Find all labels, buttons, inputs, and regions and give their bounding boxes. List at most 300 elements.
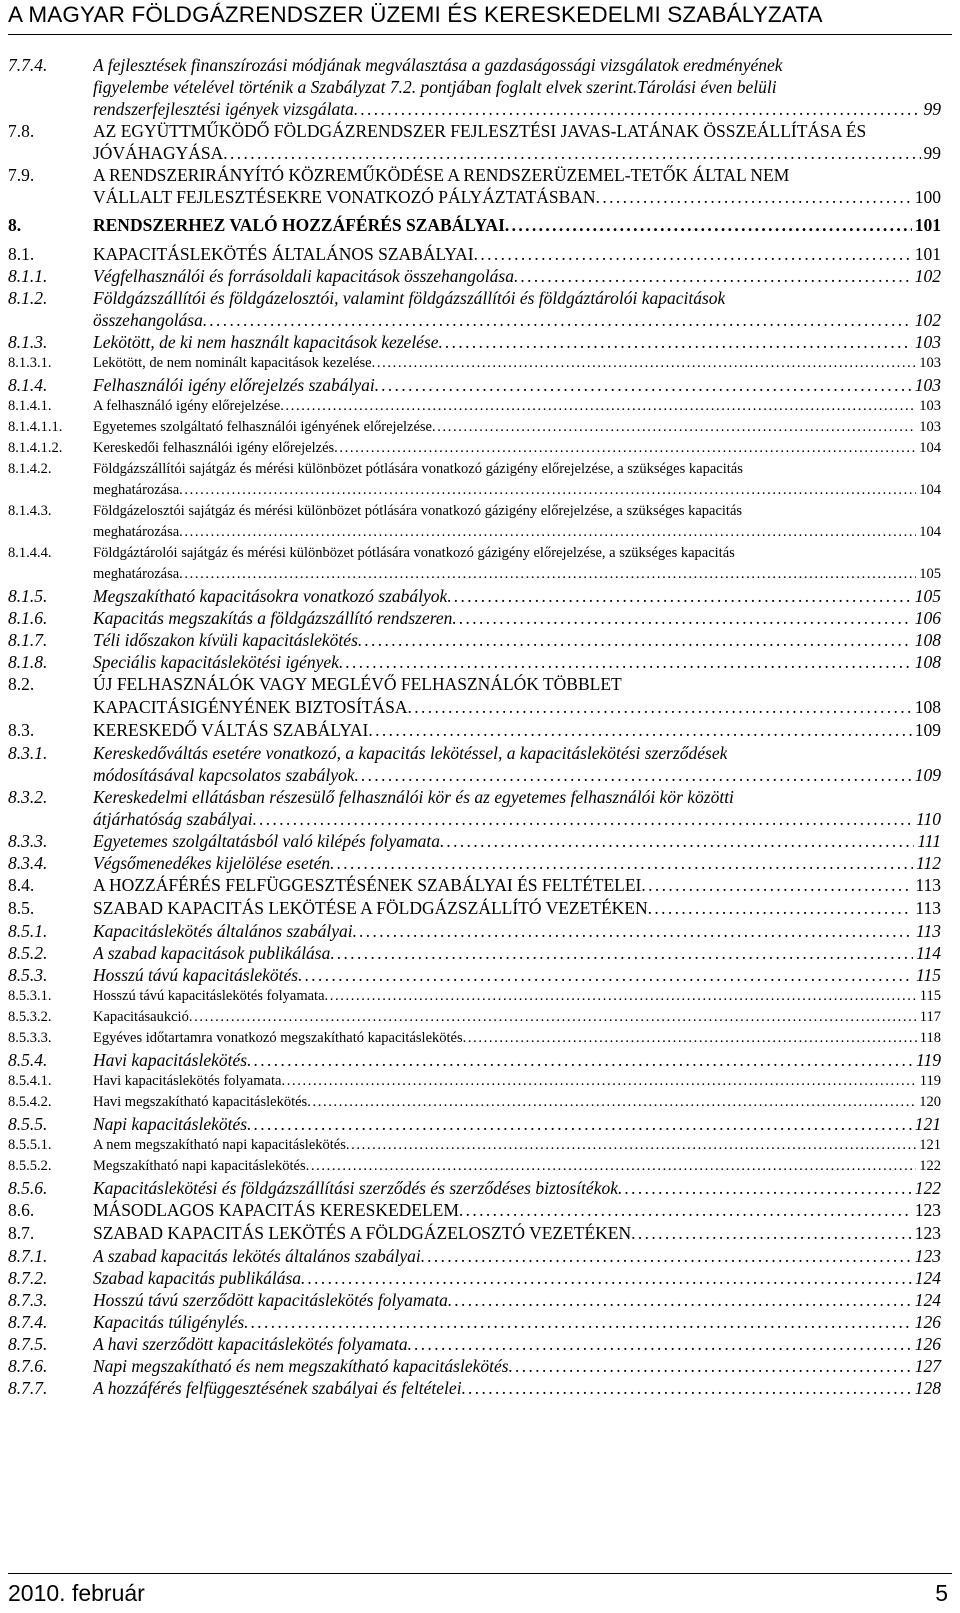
toc-entry[interactable] — [8, 1377, 941, 1399]
toc-dot-leader — [448, 1289, 912, 1311]
toc-dot-leader — [463, 1028, 917, 1049]
toc-entry-title: A nem megszakítható napi kapacitáslekötés — [93, 1137, 346, 1153]
toc-entry-body — [93, 1177, 941, 1199]
toc-dot-leader — [474, 243, 912, 265]
toc-dot-leader — [462, 1377, 912, 1399]
toc-entry-title: KAPACITÁSIGÉNYÉNEK BIZTOSÍTÁSA — [93, 697, 408, 717]
toc-entry-number: 8.1.4.2. — [8, 461, 52, 477]
toc-entry[interactable] — [8, 1049, 941, 1071]
toc-entry[interactable] — [8, 1113, 941, 1135]
toc-entry-title: Napi kapacitáslekötés — [93, 1114, 248, 1134]
toc-entry[interactable] — [8, 1355, 941, 1377]
toc-page-number: 123 — [914, 1246, 941, 1266]
toc-entry-title: RENDSZERHEZ VALÓ HOZZÁFÉRÉS SZABÁLYAI — [93, 215, 505, 235]
toc-entry[interactable] — [8, 874, 941, 897]
toc-entry-title: Lekötött, de nem nominált kapacitások kezelése — [93, 355, 372, 371]
toc-dot-leader — [189, 1007, 917, 1028]
toc-entry-body — [93, 585, 941, 607]
toc-entry-number: 8.1.3.1. — [8, 355, 52, 371]
toc-dot-leader — [330, 852, 913, 874]
toc-page-number: 108 — [914, 652, 941, 672]
footer-page-number: 5 — [935, 1580, 948, 1606]
toc-entry-body — [93, 265, 941, 287]
toc-dot-leader — [346, 1135, 916, 1156]
toc-entry-title: SZABAD KAPACITÁS LEKÖTÉS A FÖLDGÁZELOSZTÓ VEZETÉKEN — [93, 1223, 632, 1243]
toc-entry-number: 8.5.1. — [8, 921, 48, 941]
toc-entry-body — [93, 1007, 941, 1028]
toc-entry-number: 8.1.5. — [8, 586, 48, 606]
toc-entry-number: 8.1.1. — [8, 266, 48, 286]
toc-dot-leader — [452, 607, 911, 629]
toc-entry-title: MÁSODLAGOS KAPACITÁS KERESKEDELEM — [93, 1200, 459, 1220]
toc-dot-leader — [596, 186, 912, 208]
toc-entry-body — [93, 374, 941, 396]
toc-page-number: 104 — [919, 524, 941, 540]
toc-entry-title: Kereskedőváltás esetére vonatkozó, a kapacitás lekötéssel, a kapacitáslekötési szerződések — [93, 743, 728, 763]
toc-entry-title: VÁLLALT FEJLESZTÉSEKRE VONATKOZÓ PÁLYÁZTATÁSBAN — [93, 187, 596, 207]
toc-entry[interactable] — [8, 1222, 941, 1245]
toc-page-number: 113 — [915, 898, 941, 918]
toc-entry-number: 8.5.4. — [8, 1050, 48, 1070]
toc-entry[interactable] — [8, 1135, 941, 1156]
toc-entry[interactable] — [8, 396, 941, 417]
toc-dot-leader — [247, 1113, 912, 1135]
toc-entry-title: meghatározása — [93, 482, 180, 498]
toc-page-number: 105 — [914, 586, 941, 606]
toc-page-number: 104 — [919, 482, 941, 498]
toc-entry-number: 8. — [8, 215, 22, 235]
toc-entry[interactable] — [8, 214, 941, 237]
toc-entry-title: Szabad kapacitás publikálása — [93, 1268, 302, 1288]
toc-entry[interactable] — [8, 673, 941, 719]
toc-entry-body — [93, 1199, 941, 1222]
toc-entry-number: 8.1.8. — [8, 652, 48, 672]
toc-dot-leader — [447, 585, 911, 607]
toc-entry-title: Végfelhasználói és forrásoldali kapacitások összehangolása — [93, 266, 514, 286]
toc-entry-title: A fejlesztések finanszírozási módjának megválasztása a gazdaságossági vizsgálatok eredményének — [93, 55, 783, 75]
toc-entry-title: figyelembe vételével történik a Szabályzat 7.2. pontjában foglalt elvek szerint.Tárolási éven belüli — [93, 77, 777, 97]
toc-entry[interactable] — [8, 1092, 941, 1113]
toc-dot-leader — [179, 522, 916, 543]
toc-dot-leader — [354, 98, 921, 120]
toc-page-number: 99 — [923, 99, 941, 119]
toc-entry-title: Hosszú távú szerződött kapacitáslekötés folyamata — [93, 1290, 448, 1310]
toc-dot-leader — [358, 629, 912, 651]
toc-entry-body — [93, 742, 941, 786]
toc-entry-title: Egyéves időtartamra vonatkozó megszakítható kapacitáslekötés — [93, 1030, 463, 1046]
toc-entry-number: 8.1.4.3. — [8, 503, 52, 519]
toc-entry-number: 8.3.1. — [8, 743, 48, 763]
toc-entry[interactable] — [8, 607, 941, 629]
toc-dot-leader — [509, 1355, 912, 1377]
toc-entry-number: 8.3.3. — [8, 831, 48, 851]
toc-entry-body — [93, 1289, 941, 1311]
toc-entry-number: 8.7.5. — [8, 1334, 48, 1354]
toc-entry-body — [93, 1355, 941, 1377]
toc-page-number: 108 — [914, 630, 941, 650]
toc-entry-title: összehangolása — [93, 310, 203, 330]
toc-entry-body — [93, 501, 941, 543]
toc-entry-title: A hozzáférés felfüggesztésének szabályai és feltételei — [93, 1378, 462, 1398]
toc-entry-body — [93, 164, 941, 208]
toc-entry-number: 8.5.3.1. — [8, 988, 52, 1004]
toc-dot-leader — [203, 309, 912, 331]
toc-entry-number: 8.1.3. — [8, 332, 48, 352]
toc-entry-number: 8.5.2. — [8, 943, 48, 963]
toc-dot-leader — [408, 696, 912, 719]
toc-entry-body — [93, 607, 941, 629]
toc-entry-number: 8.5.3. — [8, 965, 48, 985]
toc-entry[interactable] — [8, 852, 941, 874]
toc-entry-title: Kapacitás megszakítás a földgázszállító rendszeren — [93, 608, 453, 628]
toc-entry[interactable] — [8, 543, 941, 585]
toc-entry-title: Havi kapacitáslekötés — [93, 1050, 248, 1070]
toc-entry-number: 8.1.4.4. — [8, 545, 52, 561]
toc-entry[interactable] — [8, 719, 941, 742]
toc-page-number: 103 — [919, 419, 941, 435]
toc-dot-leader — [641, 874, 912, 897]
toc-dot-leader — [355, 764, 912, 786]
toc-page-number: 102 — [914, 310, 941, 330]
footer-rule — [8, 1573, 952, 1574]
toc-page-number: 105 — [919, 566, 941, 582]
toc-dot-leader — [325, 986, 917, 1007]
toc-entry-number: 8.1.7. — [8, 630, 48, 650]
toc-entry-number: 8.3. — [8, 720, 35, 740]
toc-page-number: 113 — [915, 875, 941, 895]
toc-entry-number: 8.1.2. — [8, 288, 48, 308]
toc-entry-body — [93, 1092, 941, 1113]
toc-entry-title: Napi megszakítható és nem megszakítható kapacitáslekötés — [93, 1356, 509, 1376]
header-rule — [8, 34, 952, 35]
toc-entry-body — [93, 1245, 941, 1267]
toc-entry-title: átjárhatóság szabályai — [93, 809, 253, 829]
toc-entry-body — [93, 1311, 941, 1333]
toc-page-number: 100 — [914, 187, 941, 207]
toc-page-number: 103 — [914, 375, 941, 395]
toc-entry-number: 8.5.5.2. — [8, 1158, 52, 1174]
toc-page-number: 101 — [914, 244, 941, 264]
toc-entry-body — [93, 1267, 941, 1289]
toc-page-number: 122 — [919, 1158, 941, 1174]
toc-page-number: 99 — [923, 143, 941, 163]
toc-entry-body — [93, 459, 941, 501]
toc-entry[interactable] — [8, 1028, 941, 1049]
toc-entry-body — [93, 719, 941, 742]
toc-entry-body — [93, 920, 941, 942]
toc-entry-number: 8.5.4.1. — [8, 1073, 52, 1089]
toc-dot-leader — [253, 808, 913, 830]
toc-entry-body — [93, 438, 941, 459]
toc-entry-number: 8.5.3.2. — [8, 1009, 52, 1025]
toc-entry-number: 8.7.4. — [8, 1312, 48, 1332]
toc-entry-title: Kapacitás túligénylés — [93, 1312, 245, 1332]
toc-entry[interactable] — [8, 1311, 941, 1333]
toc-entry-title: Földgázelosztói sajátgáz és mérési különbözet pótlására vonatkozó gázigény előrejelzése, a szükséges kapacitás — [93, 503, 743, 519]
toc-page-number: 104 — [919, 440, 941, 456]
toc-entry-number: 8.1.6. — [8, 608, 48, 628]
toc-entry[interactable] — [8, 164, 941, 208]
toc-entry-body — [93, 673, 941, 719]
toc-entry[interactable] — [8, 629, 941, 651]
toc-entry-title: A HOZZÁFÉRÉS FELFÜGGESZTÉSÉNEK SZABÁLYAI ÉS FELTÉTELEI — [93, 875, 642, 895]
toc-entry[interactable] — [8, 501, 941, 543]
toc-entry-number: 8.7.6. — [8, 1356, 48, 1376]
toc-entry-number: 8.7.1. — [8, 1246, 48, 1266]
toc-entry-body — [93, 1071, 941, 1092]
toc-entry-body — [93, 1156, 941, 1177]
toc-entry-title: JÓVÁHAGYÁSA — [93, 143, 224, 163]
footer-date: 2010. február — [8, 1580, 145, 1606]
toc-entry-body — [93, 54, 941, 120]
toc-entry[interactable] — [8, 786, 941, 830]
toc-entry[interactable] — [8, 331, 941, 353]
toc-page-number: 118 — [919, 1030, 941, 1046]
toc-entry-body — [93, 1049, 941, 1071]
toc-entry-title: A szabad kapacitás lekötés általános szabályai — [93, 1246, 421, 1266]
toc-entry[interactable] — [8, 353, 941, 374]
toc-entry-title: meghatározása — [93, 524, 180, 540]
toc-entry-body — [93, 396, 941, 417]
toc-page-number: 108 — [914, 697, 941, 717]
toc-entry-title: Földgázszállítói sajátgáz és mérési különbözet pótlására vonatkozó gázigény előrejelzése, a szükséges kapacitás — [93, 461, 743, 477]
toc-entry-body — [93, 830, 941, 852]
toc-dot-leader — [306, 1156, 917, 1177]
toc-entry-body — [93, 942, 941, 964]
toc-entry-number: 8.3.2. — [8, 787, 48, 807]
toc-dot-leader — [440, 830, 914, 852]
toc-entry[interactable] — [8, 1199, 941, 1222]
toc-entry-title: Kapacitáslekötési és földgázszállítási szerződés és szerződéses biztosítékok — [93, 1178, 618, 1198]
toc-entry-body — [93, 874, 941, 897]
toc-entry[interactable] — [8, 651, 941, 673]
toc-page-number: 115 — [916, 965, 941, 985]
toc-page-number: 109 — [914, 765, 941, 785]
toc-entry-title: A szabad kapacitások publikálása — [93, 943, 331, 963]
toc-dot-leader — [179, 564, 916, 585]
toc-page-number: 127 — [914, 1356, 941, 1376]
toc-entry-title: Felhasználói igény előrejelzés szabályai — [93, 375, 375, 395]
toc-entry-title: ÚJ FELHASZNÁLÓK VAGY MEGLÉVŐ FELHASZNÁLÓK TÖBBLET — [93, 674, 622, 694]
toc-entry-number: 8.5.4.2. — [8, 1094, 52, 1110]
toc-page-number: 109 — [914, 720, 941, 740]
toc-entry-number: 8.1.4.1.2. — [8, 440, 63, 456]
toc-dot-leader — [244, 1311, 912, 1333]
toc-entry-body — [93, 243, 941, 265]
toc-entry-title: Hosszú távú kapacitáslekötés — [93, 965, 299, 985]
toc-entry-title: meghatározása — [93, 566, 180, 582]
toc-dot-leader — [648, 897, 913, 920]
toc-entry[interactable] — [8, 1267, 941, 1289]
toc-entry-body — [93, 417, 941, 438]
toc-dot-leader — [247, 1049, 913, 1071]
toc-entry[interactable] — [8, 1245, 941, 1267]
toc-entry-number: 8.3.4. — [8, 853, 48, 873]
toc-page-number: 124 — [914, 1268, 941, 1288]
toc-entry-title: Végsőmenedékes kijelölése esetén — [93, 853, 331, 873]
toc-entry-number: 7.9. — [8, 165, 35, 185]
toc-entry-body — [93, 214, 941, 237]
toc-entry[interactable] — [8, 1333, 941, 1355]
toc-entry-number: 8.5.3.3. — [8, 1030, 52, 1046]
toc-entry-body — [93, 120, 941, 164]
toc-entry-number: 7.7.4. — [8, 55, 48, 75]
toc-entry[interactable] — [8, 417, 941, 438]
toc-entry-title: Földgáztárolói sajátgáz és mérési különbözet pótlására vonatkozó gázigény előrejelzése, a szükséges kapacitás — [93, 545, 735, 561]
toc-entry-title: Havi kapacitáslekötés folyamata — [93, 1073, 282, 1089]
toc-entry[interactable] — [8, 287, 941, 331]
running-header: A MAGYAR FÖLDGÁZRENDSZER ÜZEMI ÉS KERESKEDELMI SZABÁLYZATA — [8, 2, 823, 27]
toc-entry-number: 7.8. — [8, 121, 35, 141]
toc-entry-body — [93, 353, 941, 374]
toc-entry-number: 8.5.5. — [8, 1114, 48, 1134]
toc-entry-title: rendszerfejlesztési igények vizsgálata — [93, 99, 354, 119]
toc-entry-body — [93, 852, 941, 874]
toc-entry-title: A felhasználó igény előrejelzése — [93, 398, 281, 414]
toc-dot-leader — [408, 1333, 912, 1355]
toc-entry-body — [93, 543, 941, 585]
toc-entry[interactable] — [8, 897, 941, 920]
toc-entry-body — [93, 1222, 941, 1245]
toc-entry[interactable] — [8, 585, 941, 607]
toc-page-number: 114 — [916, 943, 941, 963]
toc-entry[interactable] — [8, 243, 941, 265]
toc-page-number: 101 — [914, 215, 941, 235]
toc-entry[interactable] — [8, 438, 941, 459]
toc-page-number: 111 — [917, 831, 941, 851]
toc-entry[interactable] — [8, 1156, 941, 1177]
toc-dot-leader — [353, 920, 913, 942]
toc-entry-title: AZ EGYÜTTMŰKÖDŐ FÖLDGÁZRENDSZER FEJLESZTÉSI JAVAS-LATÁNAK ÖSSZEÁLLÍTÁSA ÉS — [93, 121, 867, 141]
toc-entry-number: 8.2. — [8, 674, 35, 694]
toc-entry-title: Egyetemes szolgáltatásból való kilépés folyamata — [93, 831, 441, 851]
toc-entry-title: SZABAD KAPACITÁS LEKÖTÉSE A FÖLDGÁZSZÁLLÍTÓ VEZETÉKEN — [93, 898, 648, 918]
toc-entry-title: Megszakítható kapacitásokra vonatkozó szabályok — [93, 586, 448, 606]
toc-entry[interactable] — [8, 1289, 941, 1311]
toc-entry-title: Havi megszakítható kapacitáslekötés — [93, 1094, 308, 1110]
toc-dot-leader — [505, 214, 912, 237]
toc-page-number: 128 — [914, 1378, 941, 1398]
toc-entry[interactable] — [8, 920, 941, 942]
toc-dot-leader — [301, 1267, 912, 1289]
toc-entry-number: 8.1.4.1.1. — [8, 419, 63, 435]
toc-entry[interactable] — [8, 1177, 941, 1199]
toc-page-number: 103 — [919, 355, 941, 371]
toc-entry[interactable] — [8, 1071, 941, 1092]
toc-entry[interactable] — [8, 742, 941, 786]
toc-entry-number: 8.1.4. — [8, 375, 48, 395]
toc-entry-title: Speciális kapacitáslekötési igények — [93, 652, 339, 672]
toc-page-number: 120 — [919, 1094, 941, 1110]
toc-page-number: 121 — [919, 1137, 941, 1153]
toc-dot-leader — [375, 374, 912, 396]
toc-page-number: 113 — [916, 921, 941, 941]
toc-entry-number: 8.1. — [8, 244, 35, 264]
toc-entry[interactable] — [8, 459, 941, 501]
toc-entry-body — [93, 964, 941, 986]
toc-entry[interactable] — [8, 265, 941, 287]
toc-entry-title: Kapacitáslekötés általános szabályai — [93, 921, 353, 941]
toc-entry-body — [93, 786, 941, 830]
toc-entry-number: 8.5.6. — [8, 1178, 48, 1198]
toc-entry-title: Kapacitásaukció — [93, 1009, 189, 1025]
toc-entry-body — [93, 629, 941, 651]
toc-entry-title: módosításával kapcsolatos szabályok — [93, 765, 355, 785]
toc-dot-leader — [298, 964, 913, 986]
toc-entry-body — [93, 651, 941, 673]
toc-dot-leader — [459, 1199, 912, 1222]
toc-entry-number: 8.7.2. — [8, 1268, 48, 1288]
toc-entry-title: Kereskedelmi ellátásban részesülő felhasználói kör és az egyetemes felhasználói kör közötti — [93, 787, 734, 807]
toc-page-number: 124 — [914, 1290, 941, 1310]
toc-entry-body — [93, 1333, 941, 1355]
toc-dot-leader — [281, 1071, 916, 1092]
toc-entry-body — [93, 897, 941, 920]
toc-entry-title: A havi szerződött kapacitáslekötés folyamata — [93, 1334, 408, 1354]
toc-entry[interactable] — [8, 1007, 941, 1028]
toc-entry-number: 8.7.3. — [8, 1290, 48, 1310]
toc-dot-leader — [514, 265, 912, 287]
toc-entry[interactable] — [8, 120, 941, 164]
toc-entry-body — [93, 331, 941, 353]
toc-dot-leader — [421, 1245, 912, 1267]
toc-page-number: 117 — [919, 1009, 941, 1025]
toc-page-number: 106 — [914, 608, 941, 628]
toc-entry-title: Hosszú távú kapacitáslekötés folyamata — [93, 988, 325, 1004]
toc-page-number: 126 — [914, 1334, 941, 1354]
toc-entry[interactable] — [8, 54, 941, 120]
toc-entry-title: Egyetemes szolgáltató felhasználói igényének előrejelzése — [93, 419, 432, 435]
toc-page-number: 122 — [914, 1178, 941, 1198]
toc-entry-number: 8.1.4.1. — [8, 398, 52, 414]
toc-entry-body — [93, 1028, 941, 1049]
toc-entry-title: Lekötött, de ki nem használt kapacitások kezelése — [93, 332, 439, 352]
toc-entry-body — [93, 986, 941, 1007]
toc-entry[interactable] — [8, 374, 941, 396]
toc-dot-leader — [334, 438, 916, 459]
toc-page-number: 110 — [916, 809, 941, 829]
toc-page-number: 103 — [914, 332, 941, 352]
toc-dot-leader — [339, 651, 912, 673]
toc-entry-title: Kereskedői felhasználói igény előrejelzés — [93, 440, 335, 456]
toc-dot-leader — [618, 1177, 912, 1199]
toc-entry-title: KAPACITÁSLEKÖTÉS ÁLTALÁNOS SZABÁLYAI — [93, 244, 474, 264]
toc-dot-leader — [330, 942, 913, 964]
toc-entry[interactable] — [8, 964, 941, 986]
toc-dot-leader — [439, 331, 912, 353]
toc-entry-body — [93, 1377, 941, 1399]
toc-entry[interactable] — [8, 986, 941, 1007]
toc-dot-leader — [280, 396, 916, 417]
toc-entry-body — [93, 1135, 941, 1156]
toc-entry[interactable] — [8, 942, 941, 964]
toc-dot-leader — [179, 480, 916, 501]
toc-page-number: 112 — [916, 853, 941, 873]
toc-dot-leader — [368, 719, 911, 742]
toc-page-number: 126 — [914, 1312, 941, 1332]
toc-entry-body — [93, 1113, 941, 1135]
toc-entry-title: A RENDSZERIRÁNYÍTÓ KÖZREMŰKÖDÉSE A RENDSZERÜZEMEL-TETŐK ÁLTAL NEM — [93, 165, 790, 185]
toc-entry-number: 8.6. — [8, 1200, 35, 1220]
toc-entry-title: Téli időszakon kívüli kapacitáslekötés — [93, 630, 358, 650]
toc-entry-number: 8.5. — [8, 898, 35, 918]
toc-entry-body — [93, 287, 941, 331]
toc-page-number: 119 — [919, 1073, 941, 1089]
toc-entry[interactable] — [8, 830, 941, 852]
toc-page-number: 115 — [919, 988, 941, 1004]
toc-page-number: 121 — [914, 1114, 941, 1134]
toc-entry-title: KERESKEDŐ VÁLTÁS SZABÁLYAI — [93, 720, 369, 740]
